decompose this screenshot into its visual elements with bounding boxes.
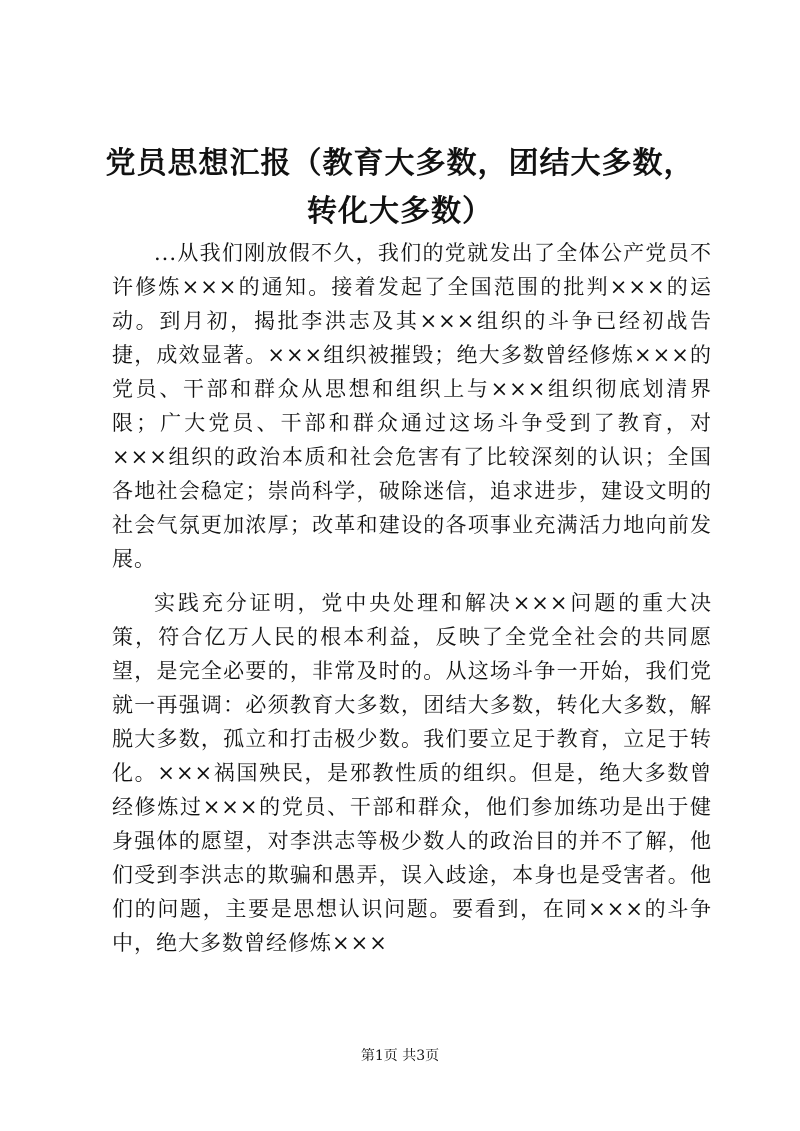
paragraph-2: 实践充分证明，党中央处理和解决×××问题的重大决策，符合亿万人民的根本利益，反映了全党全社会的共同愿望，是完全必要的，非常及时的。从这场斗争一开始，我们党就一再强调：必须教育大多数，团结大多数，转化大多数，解脱大多数，孤立和打击极少数。我们要立足于教育，立足于转化。×××祸国殃民，是邪教性质的组织。但是，绝大多数曾经修炼过×××的党员、干部和群众，他们参加练功是出于健身强体的愿望，对李洪志等极少数人的政治目的并不了解，他们受到李洪志的欺骗和愚弄，误入歧途，本身也是受害者。他们的问题，主要是思想认识问题。要看到，在同×××的斗争中，绝大多数曾经修炼××× xyxy=(112,591,712,955)
page-indicator: 第1页 共3页 xyxy=(360,1048,440,1064)
document-body xyxy=(112,236,712,960)
paragraph-1: ...从我们刚放假不久，我们的党就发出了全体公产党员不许修炼×××的通知。接着发起了全国范围的批判×××的运动。到月初，揭批李洪志及其×××组织的斗争已经初战告捷，成效显著。×××组织被摧毁；绝大多数曾经修炼×××的党员、干部和群众从思想和组织上与×××组织彻底划清界限；广大党员、干部和群众通过这场斗争受到了教育，对×××组织的政治本质和社会危害有了比较深刻的认识；全国各地社会稳定；崇尚科学，破除迷信，追求进步，建设文明的社会气氛更加浓厚；改革和建设的各项事业充满活力地向前发展。 xyxy=(112,241,712,571)
document-title: 党员思想汇报（教育大多数，团结大多数，转化大多数） xyxy=(105,146,695,229)
